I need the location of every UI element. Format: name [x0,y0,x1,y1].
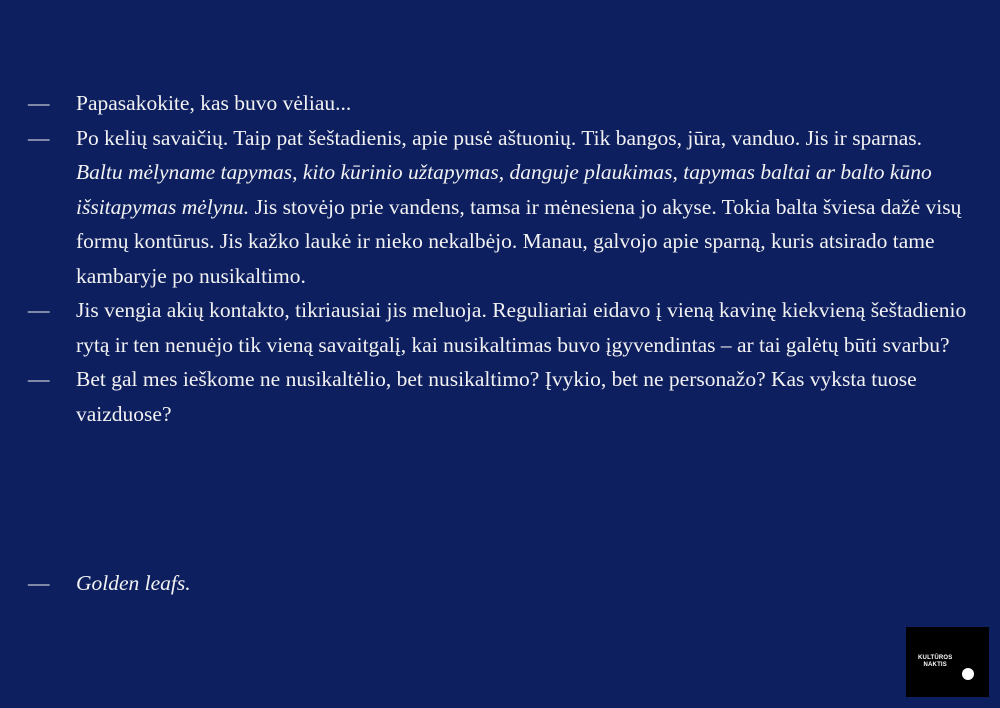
dash: — [28,367,50,391]
dialogue-text: Jis vengia akių kontakto, tikriausiai jis meluoja. Reguliariai eidavo į vieną kavinę kiekvieną šeštadienio rytą ir ten nenuėjo tik vieną savaitgalį, kai nusikaltimas buvo įgyvendintas – ar tai galėtų būti svarbu? [76,298,967,357]
text-segment: Po kelių savaičių. Taip pat šeštadienis, apie pusė aštuonių. Tik bangos, jūra, vanduo. Jis ir sparnas. [76,125,923,150]
dialogue-text: Bet gal mes ieškome ne nusikaltėlio, bet nusikaltimo? Įvykio, bet ne personažo? Kas vyksta tuose vaizduose? [76,367,917,426]
dialogue-line-1 [28,86,968,121]
dialogue-text [76,121,968,294]
logo-line-2: NAKTIS [923,662,948,668]
final-line [28,566,628,601]
logo-text [918,655,953,669]
dash: — [28,91,50,115]
moon-icon [962,668,974,680]
kulturos-naktis-logo [906,627,989,697]
logo-line-1: KULTŪROS [918,655,953,661]
dialogue-text: Papasakokite, kas buvo vėliau... [76,91,352,115]
dialogue-line-2 [28,121,968,294]
final-text: Golden leafs. [76,571,191,595]
dash: — [28,571,50,595]
dialogue-line-4 [28,362,968,431]
italic-text-segment: Baltu mėlyname tapymas, kito kūrinio užtapymas, danguje plaukimas, tapymas baltai ar balto kūno išsitapymas mėlynu. [76,160,932,219]
text-segment: Jis stovėjo prie vandens, tamsa ir mėnesiena jo akyse. Tokia balta šviesa dažė visų formų kontūrus. Jis kažko laukė ir nieko nekalbėjo. Manau, galvojo apie sparną, kuris atsirado tame kambaryje po nusikaltimo. [76,194,962,288]
dash: — [28,298,50,322]
dialogue-line-3 [28,293,968,362]
dash: — [28,125,50,150]
dialogue-block [28,86,968,431]
